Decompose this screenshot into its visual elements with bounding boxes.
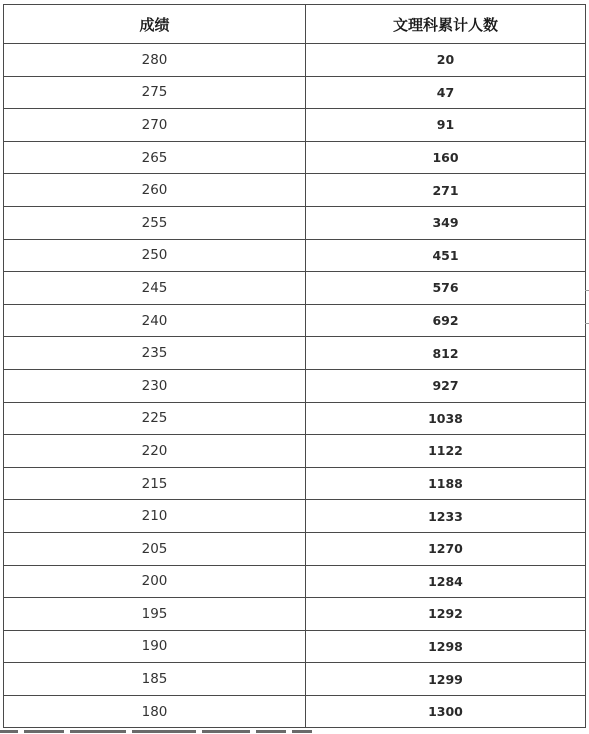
table-row	[4, 206, 586, 239]
score-distribution-table	[3, 4, 586, 728]
cumulative-count-cell: 1292	[306, 598, 586, 631]
score-cell: 265	[4, 141, 306, 174]
score-cell: 245	[4, 272, 306, 305]
table-row	[4, 435, 586, 468]
score-cell: 200	[4, 565, 306, 598]
cumulative-count-cell: 1270	[306, 532, 586, 565]
score-cell: 225	[4, 402, 306, 435]
cumulative-count-cell: 1299	[306, 663, 586, 696]
table-row	[4, 109, 586, 142]
table-header-row	[4, 5, 586, 44]
score-cell: 185	[4, 663, 306, 696]
table-row	[4, 272, 586, 305]
page-edge-mark	[585, 290, 589, 291]
cumulative-count-cell: 1284	[306, 565, 586, 598]
cumulative-count-cell: 1300	[306, 695, 586, 728]
cumulative-count-cell: 91	[306, 109, 586, 142]
score-cell: 275	[4, 76, 306, 109]
table-row	[4, 44, 586, 77]
score-cell: 205	[4, 532, 306, 565]
table-row	[4, 174, 586, 207]
table-row	[4, 532, 586, 565]
cumulative-count-cell: 20	[306, 44, 586, 77]
cumulative-count-cell: 1038	[306, 402, 586, 435]
table-row	[4, 239, 586, 272]
table-row	[4, 141, 586, 174]
cumulative-count-cell: 349	[306, 206, 586, 239]
cumulative-count-cell: 692	[306, 304, 586, 337]
cumulative-count-cell: 271	[306, 174, 586, 207]
score-cell: 210	[4, 500, 306, 533]
cumulative-count-cell: 1233	[306, 500, 586, 533]
score-column-header: 成绩	[4, 5, 306, 44]
cumulative-count-cell: 160	[306, 141, 586, 174]
table-row	[4, 598, 586, 631]
table-row	[4, 402, 586, 435]
table-row	[4, 630, 586, 663]
score-cell: 195	[4, 598, 306, 631]
score-cell: 235	[4, 337, 306, 370]
score-cell: 260	[4, 174, 306, 207]
table-row	[4, 500, 586, 533]
table-row	[4, 695, 586, 728]
score-cell: 220	[4, 435, 306, 468]
table-row	[4, 369, 586, 402]
score-cell: 270	[4, 109, 306, 142]
cumulative-count-cell: 927	[306, 369, 586, 402]
table-row	[4, 565, 586, 598]
score-cell: 230	[4, 369, 306, 402]
score-cell: 255	[4, 206, 306, 239]
cumulative-count-cell: 1188	[306, 467, 586, 500]
cumulative-count-cell: 451	[306, 239, 586, 272]
cut-off-footnote-line	[0, 728, 330, 734]
score-cell: 250	[4, 239, 306, 272]
score-cell: 190	[4, 630, 306, 663]
table-body	[4, 44, 586, 728]
cumulative-count-cell: 1122	[306, 435, 586, 468]
table-row	[4, 76, 586, 109]
score-cell: 240	[4, 304, 306, 337]
cumulative-count-cell: 812	[306, 337, 586, 370]
cumulative-count-cell: 47	[306, 76, 586, 109]
cumulative-count-cell: 1298	[306, 630, 586, 663]
score-cell: 180	[4, 695, 306, 728]
table-row	[4, 467, 586, 500]
cumulative-count-cell: 576	[306, 272, 586, 305]
score-cell: 280	[4, 44, 306, 77]
page-edge-mark	[585, 323, 589, 324]
cumulative-count-column-header: 文理科累计人数	[306, 5, 586, 44]
score-cell: 215	[4, 467, 306, 500]
table-row	[4, 337, 586, 370]
table-row	[4, 304, 586, 337]
table-row	[4, 663, 586, 696]
